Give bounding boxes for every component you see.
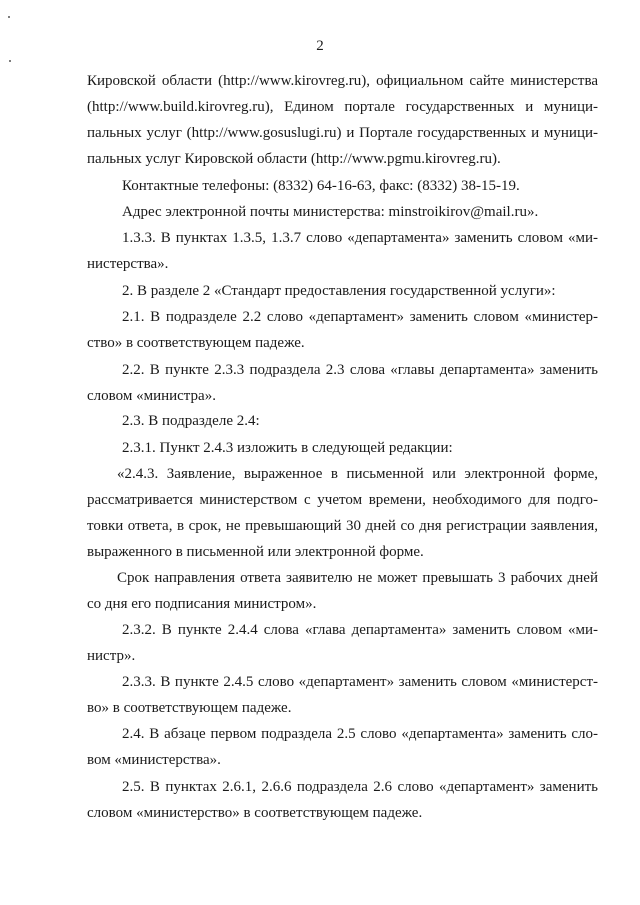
scan-speck	[8, 16, 10, 18]
text-line: 2.3. В подразделе 2.4:	[122, 413, 260, 429]
text-line: словом «министерство» в соответствующем падеже.	[87, 805, 423, 821]
text-line: 2.4. В абзаце первом подраздела 2.5 слово «департамента» заменить сло-	[122, 726, 598, 742]
text-line: 2.5. В пунктах 2.6.1, 2.6.6 подраздела 2.6 слово «департамент» заменить	[122, 779, 598, 795]
scan-speck	[9, 60, 11, 62]
text-line: выраженного в письменной или электронной форме.	[87, 544, 424, 560]
text-line: 2.3.2. В пункте 2.4.4 слова «глава департамента» заменить словом «ми-	[122, 622, 598, 638]
text-line: пальных услуг (http://www.gosuslugi.ru) и Портале государственных и муници-	[87, 125, 598, 141]
text-line: 2.1. В подразделе 2.2 слово «департамент» заменить словом «министер-	[122, 309, 598, 325]
text-line: рассматривается министерством с учетом времени, необходимого для подго-	[87, 492, 598, 508]
text-line: 1.3.3. В пунктах 1.3.5, 1.3.7 слово «департамента» заменить словом «ми-	[122, 230, 598, 246]
text-line: словом «министра».	[87, 388, 216, 404]
text-line: Срок направления ответа заявителю не может превышать 3 рабочих дней	[117, 570, 598, 586]
text-line: 2. В разделе 2 «Стандарт предоставления государственной услуги»:	[122, 283, 556, 299]
text-line: «2.4.3. Заявление, выраженное в письменной или электронной форме,	[117, 466, 598, 482]
text-line: Контактные телефоны: (8332) 64-16-63, факс: (8332) 38-15-19.	[122, 178, 520, 194]
text-line: Кировской области (http://www.kirovreg.ru), официальном сайте министерства	[87, 73, 598, 89]
text-line: 2.3.1. Пункт 2.4.3 изложить в следующей редакции:	[122, 440, 453, 456]
text-line: нистр».	[87, 648, 136, 664]
text-line: (http://www.build.kirovreg.ru), Едином портале государственных и муници-	[87, 99, 598, 115]
text-line: со дня его подписания министром».	[87, 596, 317, 612]
text-line: Адрес электронной почты министерства: minstroikirov@mail.ru».	[122, 204, 539, 220]
text-line: 2.2. В пункте 2.3.3 подраздела 2.3 слова «главы департамента» заменить	[122, 362, 598, 378]
text-line: 2.3.3. В пункте 2.4.5 слово «департамент» заменить словом «министерст-	[122, 674, 598, 690]
text-line: пальных услуг Кировской области (http://www.pgmu.kirovreg.ru).	[87, 151, 501, 167]
text-line: товки ответа, в срок, не превышающий 30 дней со дня регистрации заявления,	[87, 518, 598, 534]
text-line: вом «министерства».	[87, 752, 221, 768]
text-line: ство» в соответствующем падеже.	[87, 335, 305, 351]
text-line: во» в соответствующем падеже.	[87, 700, 292, 716]
text-line: нистерства».	[87, 256, 169, 272]
page-number: 2	[316, 38, 324, 54]
